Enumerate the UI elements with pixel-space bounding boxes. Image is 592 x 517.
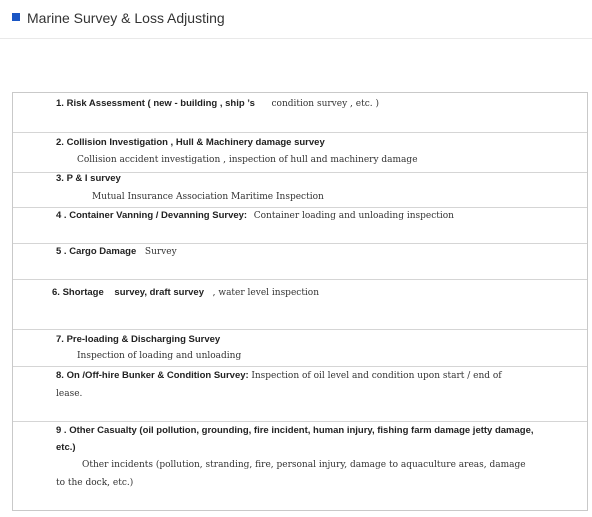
item-number: 6. — [52, 287, 60, 298]
table-row — [13, 93, 587, 133]
item-title: Risk Assessment ( new - building , ship ’s — [66, 98, 255, 109]
item-heading — [56, 210, 454, 221]
item-title: Pre-loading & Discharging Survey — [66, 334, 221, 345]
item-description: Container loading and unloading inspection — [253, 211, 454, 221]
item-description: Survey — [144, 247, 177, 257]
item-title: Other Casualty (oil pollution, grounding, fire incident, human injury, fishing farm damage jetty damage, — [69, 425, 534, 436]
item-title: On /Off-hire Bunker & Condition Survey: — [66, 370, 249, 381]
item-heading — [56, 98, 379, 109]
item-title-suffix: survey, draft survey — [114, 287, 204, 298]
table-row — [13, 280, 587, 330]
table-row — [13, 208, 587, 244]
item-title: Shortage — [62, 287, 104, 298]
item-heading — [56, 173, 121, 184]
item-number: 3. — [56, 173, 64, 184]
table-row — [13, 422, 587, 510]
item-description-cont: to the dock, etc.) — [56, 478, 134, 488]
item-number: 9 . — [56, 425, 67, 436]
item-number: 1. — [56, 98, 64, 109]
item-title-cont: etc.) — [56, 442, 76, 453]
item-number: 5 . — [56, 246, 67, 257]
item-description: Inspection of loading and unloading — [77, 351, 242, 361]
item-description: Collision accident investigation , inspection of hull and machinery damage — [77, 155, 418, 165]
item-number: 7. — [56, 334, 64, 345]
item-description-cont: lease. — [56, 389, 83, 399]
square-bullet-icon — [12, 13, 20, 21]
item-description: Mutual Insurance Association Maritime Inspection — [92, 192, 324, 202]
item-number: 8. — [56, 370, 64, 381]
item-description: Other incidents (pollution, stranding, fire, personal injury, damage to aquaculture areas, damage — [82, 460, 526, 470]
table-row — [13, 330, 587, 367]
item-heading — [52, 287, 319, 298]
item-title: Container Vanning / Devanning Survey: — [69, 210, 248, 221]
item-title: P & I survey — [66, 173, 121, 184]
item-heading — [56, 137, 325, 148]
item-title-suffix: survey — [294, 137, 325, 148]
table-row — [13, 173, 587, 208]
item-heading — [56, 422, 586, 456]
item-number: 2. — [56, 137, 64, 148]
services-table — [12, 92, 588, 511]
item-heading — [56, 246, 177, 257]
table-row — [13, 244, 587, 280]
item-title: Collision Investigation , Hull & Machinery damage — [66, 137, 292, 148]
item-heading — [56, 367, 576, 403]
table-row — [13, 133, 587, 173]
item-description: condition survey , etc. ) — [271, 99, 379, 109]
item-number: 4 . — [56, 210, 67, 221]
table-row — [13, 367, 587, 422]
item-description: Inspection of oil level and condition upon start / end of — [251, 371, 502, 381]
item-heading — [56, 334, 220, 345]
item-description: , water level inspection — [212, 288, 320, 298]
item-title: Cargo Damage — [69, 246, 137, 257]
page-header — [0, 0, 592, 39]
page-title: Marine Survey & Loss Adjusting — [27, 10, 225, 26]
